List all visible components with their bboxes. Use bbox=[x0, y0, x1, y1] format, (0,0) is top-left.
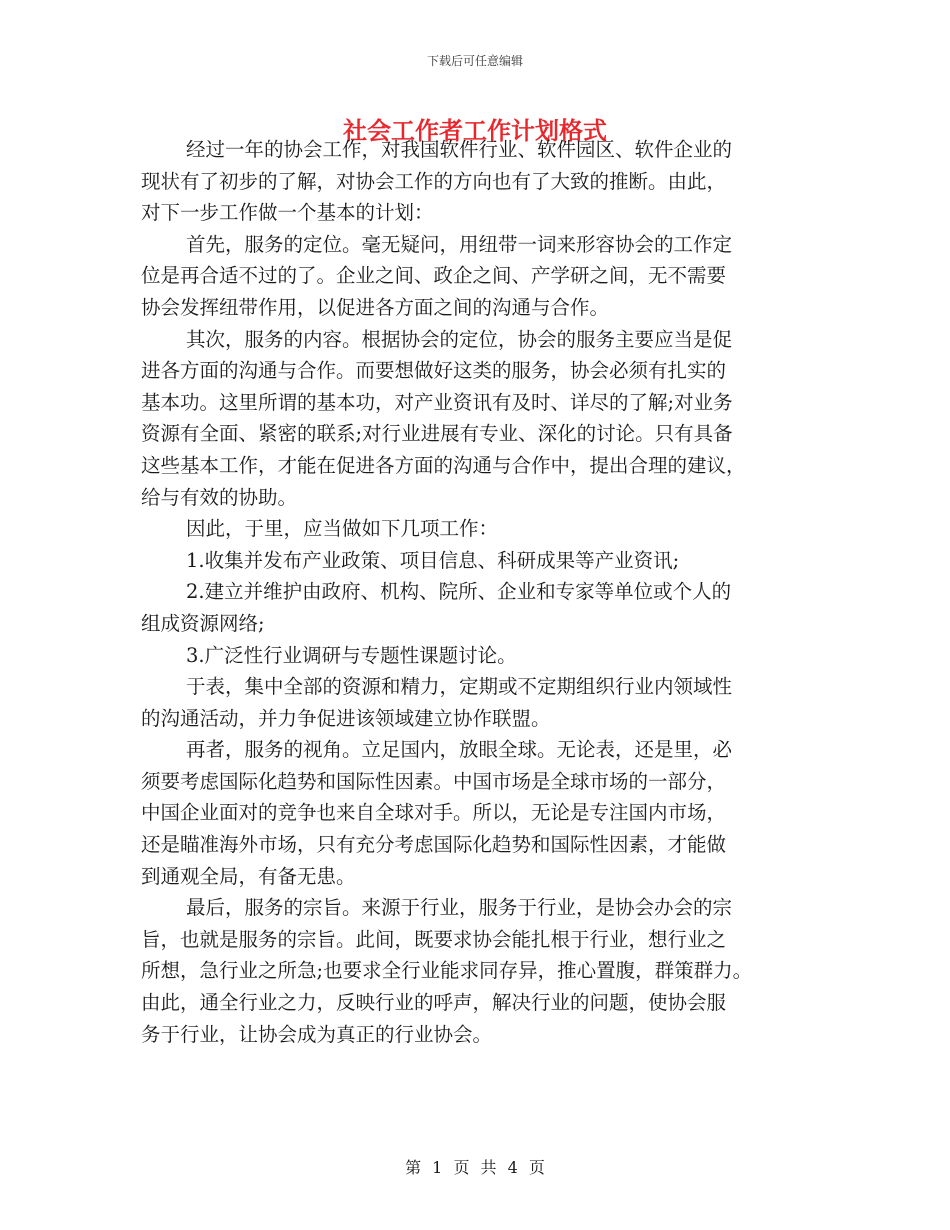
list-item: 2.建立并维护由政府、机构、院所、企业和专家等单位或个人的 bbox=[186, 580, 732, 604]
list-item: 3.广泛性行业调研与专题性课题讨论。 bbox=[186, 643, 517, 667]
list-item: 1.收集并发布产业政策、项目信息、科研成果等产业资讯; bbox=[186, 548, 680, 572]
paragraph-line: 资源有全面、紧密的联系;对行业进展有专业、深化的讨论。只有具备 bbox=[141, 422, 733, 446]
paragraph-line: 其次，服务的内容。根据协会的定位，协会的服务主要应当是促 bbox=[186, 327, 733, 351]
paragraph-line: 由此，通全行业之力，反映行业的呼声，解决行业的问题，使协会服 bbox=[141, 991, 727, 1015]
paragraph-line: 于表，集中全部的资源和精力，定期或不定期组织行业内领域性 bbox=[186, 675, 733, 699]
paragraph-line: 旨，也就是服务的宗旨。此间，既要求协会能扎根于行业，想行业之 bbox=[141, 927, 727, 951]
paragraph-line: 给与有效的协助。 bbox=[141, 485, 298, 509]
paragraph-line: 协会发挥纽带作用，以促进各方面之间的沟通与合作。 bbox=[141, 295, 610, 319]
paragraph-line: 的沟通活动，并力争促进该领域建立协作联盟。 bbox=[141, 706, 551, 730]
paragraph-line: 务于行业，让协会成为真正的行业协会。 bbox=[141, 1022, 493, 1046]
list-item-continuation: 组成资源网络; bbox=[141, 611, 265, 635]
paragraph-line: 首先，服务的定位。毫无疑问，用纽带一词来形容协会的工作定 bbox=[186, 232, 733, 256]
header-note: 下载后可任意编辑 bbox=[426, 54, 523, 68]
paragraph-line: 现状有了初步的了解，对协会工作的方向也有了大致的推断。由此， bbox=[141, 169, 727, 193]
paragraph-line: 最后，服务的宗旨。来源于行业，服务于行业，是协会办会的宗 bbox=[186, 896, 733, 920]
paragraph-line: 中国企业面对的竞争也来自全球对手。所以，无论是专注国内市场， bbox=[141, 801, 727, 825]
paragraph-line: 位是再合适不过的了。企业之间、政企之间、产学研之间，无不需要 bbox=[141, 264, 727, 288]
paragraph-line: 再者，服务的视角。立足国内，放眼全球。无论表，还是里，必 bbox=[186, 738, 733, 762]
paragraph-line: 进各方面的沟通与合作。而要想做好这类的服务，协会必须有扎实的 bbox=[141, 359, 727, 383]
paragraph-line: 还是瞄准海外市场，只有充分考虑国际化趋势和国际性因素，才能做 bbox=[141, 833, 727, 857]
paragraph-line: 因此，于里，应当做如下几项工作： bbox=[186, 517, 499, 541]
paragraph-line: 到通观全局，有备无患。 bbox=[141, 864, 356, 888]
paragraph-line: 对下一步工作做一个基本的计划： bbox=[141, 201, 434, 225]
document-title: 社会工作者工作计划格式 bbox=[343, 117, 607, 145]
paragraph-line: 所想，急行业之所急;也要求全行业能求同存异，推心置腹，群策群力。 bbox=[141, 959, 753, 983]
paragraph-line: 须要考虑国际化趋势和国际性因素。中国市场是全球市场的一部分， bbox=[141, 769, 727, 793]
paragraph-line: 基本功。这里所谓的基本功，对产业资讯有及时、详尽的了解;对业务 bbox=[141, 390, 733, 414]
document-body bbox=[141, 134, 821, 1050]
page-number-footer: 第 1 页 共 4 页 bbox=[405, 1158, 545, 1177]
paragraph-line: 这些基本工作，才能在促进各方面的沟通与合作中，提出合理的建议， bbox=[141, 453, 746, 477]
paragraph-line: 经过一年的协会工作，对我国软件行业、软件园区、软件企业的 bbox=[186, 138, 733, 161]
